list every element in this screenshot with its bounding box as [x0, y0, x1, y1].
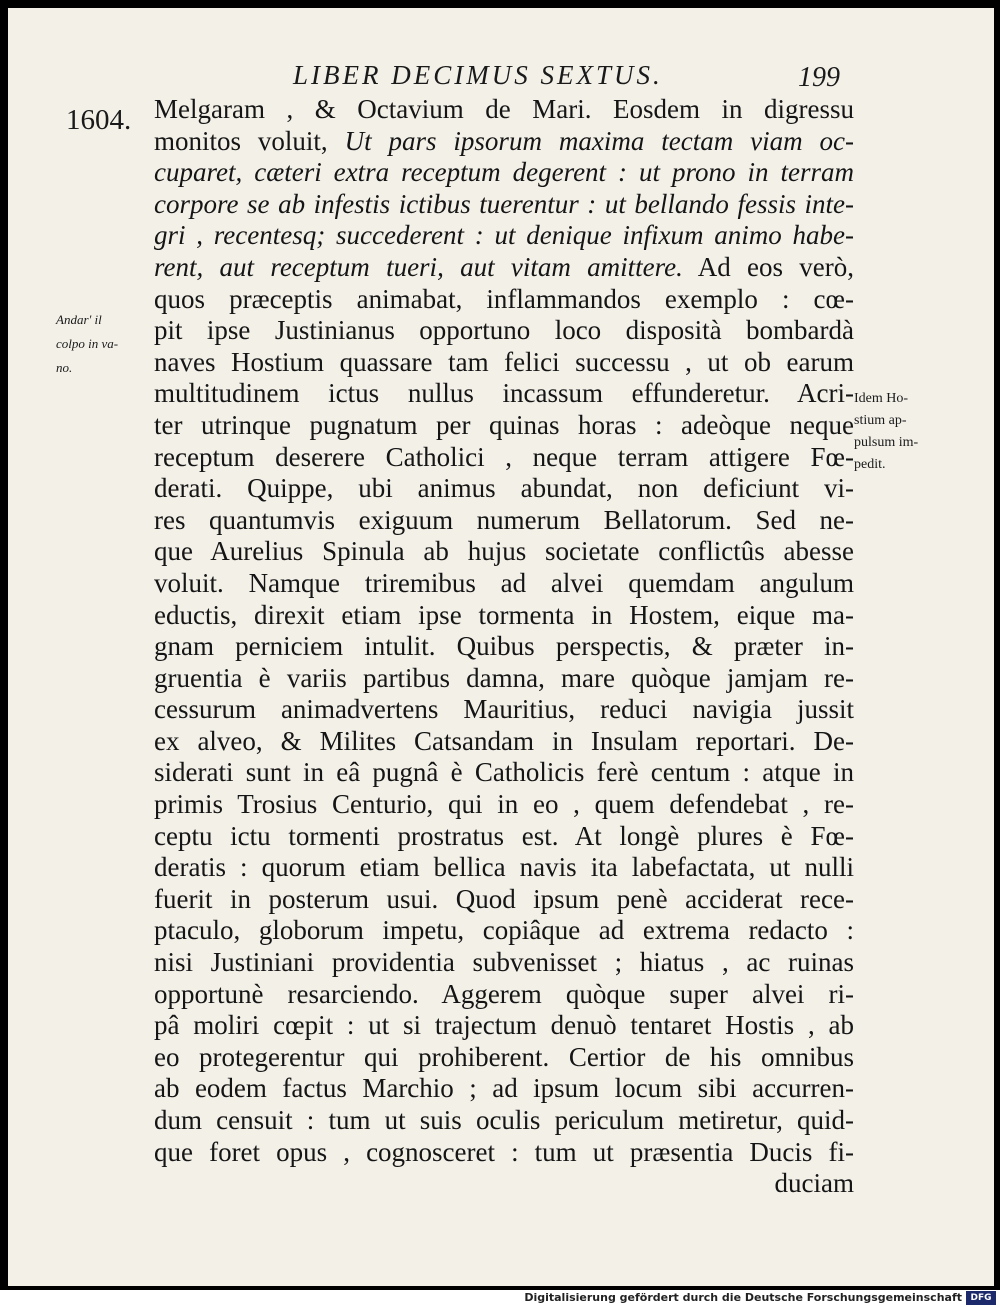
text-segment: Ut pars ipsorum maxima tectam viam oc-: [344, 125, 854, 156]
text-line: [154, 94, 854, 126]
text-line: [154, 600, 854, 632]
text-segment: quos præceptis animabat, inflammandos exemplo : cœ-: [154, 283, 854, 314]
text-line: [154, 789, 854, 821]
text-segment: Melgaram , & Octavium de Mari. Eosdem in digressu: [154, 94, 854, 124]
text-line: [154, 252, 854, 284]
page-number: 199: [798, 62, 840, 93]
text-line: [154, 505, 854, 537]
text-segment: gruentia è variis partibus damna, mare quòque jamjam re-: [154, 662, 854, 693]
text-segment: eo protegerentur qui prohiberent. Certior de his omnibus: [154, 1041, 854, 1072]
text-segment: deratis : quorum etiam bellica navis ita labefactata, ut nulli: [154, 852, 854, 883]
marginal-line: colpo in va-: [56, 336, 119, 351]
text-segment: eductis, direxit etiam ipse tormenta in Hostem, eique ma-: [154, 599, 854, 630]
text-line: [154, 410, 854, 442]
text-line: [154, 568, 854, 600]
text-segment: ex alveo, & Milites Catsandam in Insulam reportari. De-: [154, 725, 854, 756]
text-segment: rent, aut receptum tueri, aut vitam amittere.: [154, 251, 683, 282]
text-line: [154, 536, 854, 568]
text-segment: monitos voluit,: [154, 125, 345, 156]
text-segment: ceptu ictu tormenti prostratus est. At longè plures è Fœ-: [154, 820, 854, 851]
marginal-line: no.: [56, 360, 73, 375]
text-line: [154, 1042, 854, 1074]
text-segment: primis Trosius Centurio, qui in eo , quem defendebat , re-: [154, 789, 854, 820]
text-line: [154, 852, 854, 884]
text-segment: ptaculo, globorum impetu, copiâque ad extrema redacto :: [154, 915, 854, 946]
text-segment: ter utrinque pugnatum per quinas horas : adeòque neque: [154, 409, 854, 440]
text-line: [154, 631, 854, 663]
year-marginal: 1604.: [66, 104, 132, 136]
text-segment: corpore se ab infestis ictibus tuerentur : ut bellando fessis inte-: [154, 188, 854, 219]
text-segment: gnam perniciem intulit. Quibus perspectis, & præter in-: [154, 631, 854, 662]
text-segment: dum censuit : tum ut suis oculis periculum metiretur, quid-: [154, 1105, 854, 1135]
text-line: [154, 1137, 854, 1169]
text-line: [154, 442, 854, 474]
text-segment: ab eodem factus Marchio ; ad ipsum locum sibi accurren-: [154, 1073, 854, 1104]
text-line: [154, 757, 854, 789]
text-line: [154, 694, 854, 726]
text-segment: pâ moliri cœpit : ut si trajectum denuò tentaret Hostis , ab: [154, 1010, 854, 1041]
running-title: LIBER DECIMUS SEXTUS.: [293, 60, 663, 90]
text-line: [154, 284, 854, 316]
text-line: [154, 347, 854, 379]
marginal-line: pedit.: [854, 457, 886, 472]
text-line: [154, 979, 854, 1011]
funding-credit: Digitalisierung gefördert durch die Deutsche Forschungsgemeinschaft: [524, 1291, 962, 1304]
text-line: [154, 884, 854, 916]
marginal-line: pulsum im-: [854, 435, 919, 450]
text-segment: siderati sunt in eâ pugnâ è Catholicis ferè centum : atque in: [154, 757, 854, 788]
text-line: [154, 947, 854, 979]
text-segment: gri , recentesq; succederent : ut denique infixum animo habe-: [154, 220, 854, 251]
marginal-note-left: [56, 308, 118, 380]
text-segment: que Aurelius Spinula ab hujus societate conflictûs abesse: [154, 536, 854, 567]
text-segment: cessurum animadvertens Mauritius, reduci navigia jussit: [154, 694, 854, 725]
text-line: [154, 189, 854, 221]
text-segment: receptum deserere Catholici , neque terram attigere Fœ-: [154, 441, 854, 472]
text-line: [154, 315, 854, 347]
book-page: [8, 8, 994, 1286]
text-line: [154, 915, 854, 947]
text-segment: nisi Justiniani providentia subvenisset ; hiatus , ac ruinas: [154, 947, 854, 978]
text-line: [154, 663, 854, 695]
text-segment: fuerit in posterum usui. Quod ipsum penè acciderat rece-: [154, 883, 854, 914]
text-line: [154, 1010, 854, 1042]
text-line: [154, 1073, 854, 1105]
text-line: [154, 1105, 854, 1137]
text-segment: opportunè resarciendo. Aggerem quòque super alvei ri-: [154, 978, 854, 1009]
text-line: [154, 1168, 854, 1200]
text-segment: duciam: [774, 1168, 854, 1199]
text-line: [154, 821, 854, 853]
text-segment: voluit. Namque triremibus ad alvei quemdam angulum: [154, 567, 854, 598]
text-line: [154, 126, 854, 158]
text-line: [154, 473, 854, 505]
text-line: [154, 157, 854, 189]
text-segment: res quantumvis exiguum numerum Bellatorum. Sed ne-: [154, 504, 854, 535]
text-segment: Ad eos verò,: [682, 251, 855, 282]
dfg-logo: DFG: [966, 1291, 996, 1305]
body-text: [154, 94, 854, 1200]
text-segment: cuparet, cæteri extra receptum degerent : ut prono in terram: [154, 157, 854, 188]
marginal-note-right: [854, 388, 918, 476]
footer-bar: [0, 1290, 1000, 1307]
text-segment: pit ipse Justinianus opportuno loco disposità bombardà: [154, 315, 854, 346]
text-segment: derati. Quippe, ubi animus abundat, non deficiunt vi-: [154, 473, 854, 504]
text-segment: naves Hostium quassare tam felici successu , ut ob earum: [154, 346, 854, 377]
text-segment: que foret opus , cognosceret : tum ut præsentia Ducis fi-: [154, 1136, 854, 1167]
marginal-line: stium ap-: [854, 413, 907, 428]
text-line: [154, 726, 854, 758]
text-line: [154, 220, 854, 252]
text-line: [154, 378, 854, 410]
marginal-line: Idem Ho-: [854, 391, 909, 406]
marginal-line: Andar' il: [56, 312, 102, 327]
text-segment: multitudinem ictus nullus incassum effunderetur. Acri-: [154, 378, 854, 409]
